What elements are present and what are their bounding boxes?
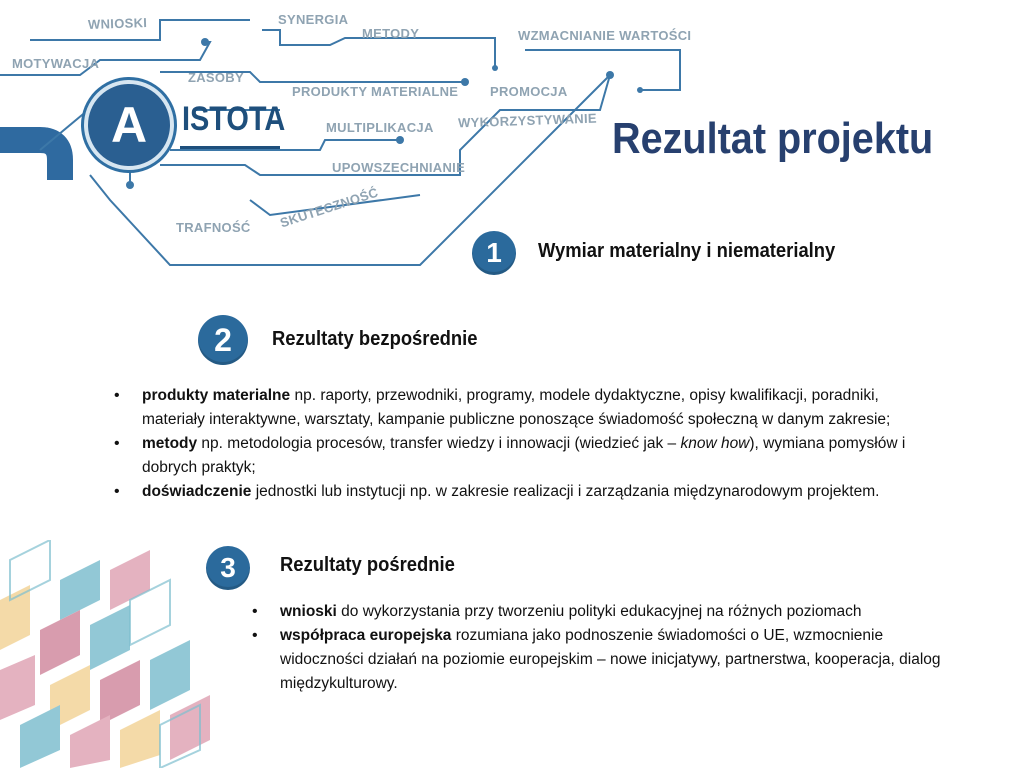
direct-results-list	[114, 384, 944, 504]
section-number-1: 1	[472, 231, 516, 275]
cloud-word-metody: METODY	[362, 26, 420, 41]
list-item-bold: metody	[142, 435, 198, 452]
section-heading-3: Rezultaty pośrednie	[280, 554, 455, 576]
cloud-word-trafnosc: TRAFNOŚĆ	[176, 220, 251, 235]
cloud-word-multiplikacja: MULTIPLIKACJA	[326, 120, 434, 135]
list-item-text: rozumiana jako podnoszenie świadomości o UE, wzmocnienie widoczności działań na poziomie europejskim – nowe inicjatywy, partnerstwa, kooperacja, dialog międzykulturowy.	[280, 627, 941, 692]
indirect-results-list	[252, 600, 952, 696]
decorative-diamond-pattern	[0, 540, 220, 768]
list-item-text: np. metodologia procesów, transfer wiedzy i innowacji (wiedzieć jak –	[197, 435, 681, 452]
list-item	[114, 480, 944, 504]
slide-title: Rezultat projektu	[612, 114, 934, 163]
cloud-word-produkty-materialne: PRODUKTY MATERIALNE	[292, 84, 459, 99]
list-item-bold: doświadczenie	[142, 483, 252, 500]
list-item-text: do wykorzystania przy tworzeniu polityki edukacyjnej na różnych poziomach	[336, 603, 862, 620]
cloud-word-synergia: SYNERGIA	[278, 12, 349, 27]
cloud-word-motywacja: MOTYWACJA	[12, 56, 100, 71]
list-item	[252, 600, 952, 624]
logo-letter-badge: A	[84, 80, 174, 170]
list-item	[252, 624, 952, 696]
section-number-2: 2	[198, 315, 248, 365]
cloud-word-wykorzystywanie: WYKORZYSTYWANIE	[457, 110, 598, 131]
list-item	[114, 384, 944, 432]
section-number-3: 3	[206, 546, 250, 590]
list-item-bold: wnioski	[280, 603, 337, 620]
section-heading-1: Wymiar materialny i niematerialny	[538, 240, 836, 262]
logo-underline	[180, 146, 280, 149]
list-item-bold: produkty materialne	[142, 387, 291, 404]
list-item-text: ), wymiana pomysłów i dobrych praktyk;	[142, 435, 906, 476]
list-item-bold: współpraca europejska	[280, 627, 452, 644]
cloud-word-promocja: PROMOCJA	[490, 84, 568, 99]
list-item-italic: know how	[680, 435, 750, 452]
list-item-text: np. raporty, przewodniki, programy, modele dydaktyczne, opisy kwalifikacji, poradniki, materiały interaktywne, warsztaty, kampanie publiczne ponoszące świadomość społeczną w danym zakresie;	[142, 387, 891, 428]
cloud-word-zasoby: ZASOBY	[188, 70, 244, 85]
cloud-word-upowszechnianie: UPOWSZECHNIANIE	[332, 160, 466, 175]
list-item-text: jednostki lub instytucji np. w zakresie realizacji i zarządzania międzynarodowym projektem.	[251, 483, 880, 500]
list-item	[114, 432, 944, 480]
logo-name: ISTOTA	[182, 100, 286, 138]
cloud-word-wzmacnianie-wartosci: WZMACNIANIE WARTOŚCI	[518, 28, 692, 43]
cloud-word-wnioski: WNIOSKI	[87, 14, 148, 33]
cloud-word-skutecznosc: SKUTECZNOŚĆ	[278, 184, 381, 231]
istota-logo	[0, 0, 700, 280]
section-heading-2: Rezultaty bezpośrednie	[272, 328, 478, 350]
